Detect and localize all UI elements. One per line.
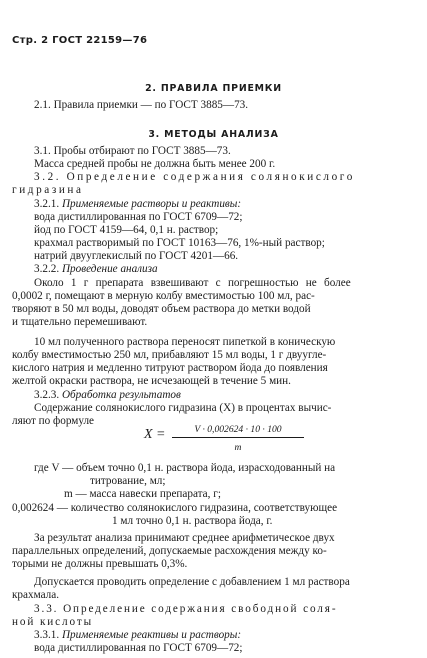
paragraph-3-1: 3.1. Пробы отбирают по ГОСТ 3885—73. [34, 145, 231, 157]
section-2-title: 2. ПРАВИЛА ПРИЕМКИ [145, 83, 282, 94]
paragraph-2-1: 2.1. Правила приемки — по ГОСТ 3885—73. [34, 99, 249, 111]
subsection-title: Обработка результатов [61, 389, 181, 401]
text-line: кислого натрия и медленно титруют раствором йода до появления [12, 362, 328, 374]
text-line: параллельных определений, допускаемые расхождения между ко- [12, 545, 327, 557]
paragraph-3-3-heading-cont: ной кислоты [12, 616, 94, 628]
definition-line: m — масса навески препарата, г; [64, 488, 221, 500]
definition-line: где V — объем точно 0,1 н. раствора йода, израсходованный на [34, 462, 336, 474]
subsection-number: 3.2.3. [34, 389, 60, 401]
subsection-number: 3.3.1. [34, 629, 60, 641]
subsection-number: 3.2.2. [34, 263, 60, 275]
subsection-3-2-2 [34, 263, 158, 276]
text-line: творяют в 50 мл воды, доводят объем раствора до метки водой [12, 303, 311, 315]
subsection-title: Применяемые растворы и реактивы: [61, 198, 242, 210]
text-line: Содержание солянокислого гидразина (X) в процентах вычис- [34, 402, 332, 414]
text-line: колбу вместимостью 250 мл, прибавляют 15 мл воды, 1 г двуугле- [12, 349, 327, 361]
text-line: 0,0002 г, помещают в мерную колбу вместимостью 100 мл, рас- [12, 290, 315, 302]
text-line: торыми не должны превышать 0,3%. [12, 558, 188, 570]
reagent-line: натрий двууглекислый по ГОСТ 4201—66. [34, 250, 239, 262]
text-line: 10 мл полученного раствора переносят пипеткой в коническую [34, 336, 336, 348]
formula-lhs: X = [144, 427, 166, 442]
section-3-title: 3. МЕТОДЫ АНАЛИЗА [148, 129, 279, 140]
formula-denominator: m [234, 442, 242, 453]
reagent-line: вода дистиллированная по ГОСТ 6709—72; [34, 642, 243, 654]
subsection-number: 3.2.1. [34, 198, 60, 210]
text-line: За результат анализа принимают среднее арифметическое двух [34, 532, 335, 544]
reagent-line: крахмал растворимый по ГОСТ 10163—76, 1%-ный раствор; [34, 237, 325, 249]
reagent-line: йод по ГОСТ 4159—64, 0,1 н. раствор; [34, 224, 219, 236]
reagent-line: вода дистиллированная по ГОСТ 6709—72; [34, 211, 243, 223]
paragraph-3-2-heading: 3.2. Определение содержания солянокислого [34, 171, 355, 183]
subsection-3-2-1 [34, 198, 241, 211]
paragraph-3-1-mass: Масса средней пробы не должна быть менее 200 г. [34, 158, 276, 170]
page-header: Стр. 2 ГОСТ 22159—76 [12, 35, 148, 46]
paragraph-3-3-heading: 3.3. Определение содержания свободной соля- [34, 603, 338, 615]
paragraph-3-2-heading-cont: гидразина [12, 184, 84, 196]
fraction-bar [172, 437, 304, 438]
subsection-title: Проведение анализа [61, 263, 158, 275]
text-line: Допускается проводить определение с добавлением 1 мл раствора [34, 576, 350, 588]
subsection-title: Применяемые реактивы и растворы: [61, 629, 242, 641]
text-line: желтой окраски раствора, не исчезающей в течение 5 мин. [12, 375, 291, 387]
definition-line: 1 мл точно 0,1 н. раствора йода, г. [112, 515, 273, 527]
formula-numerator: V · 0,002624 · 10 · 100 [194, 424, 282, 435]
text-line: крахмала. [12, 589, 60, 601]
text-line: ляют по формуле [12, 415, 94, 427]
definition-line: титрование, мл; [90, 475, 166, 487]
subsection-3-3-1 [34, 629, 241, 642]
definition-line: 0,002624 — количество солянокислого гидразина, соответствующее [12, 502, 338, 514]
text-line: Около 1 г препарата взвешивают с погрешностью не более [34, 277, 351, 289]
subsection-3-2-3 [34, 389, 181, 402]
text-line: и тщательно перемешивают. [12, 316, 148, 328]
